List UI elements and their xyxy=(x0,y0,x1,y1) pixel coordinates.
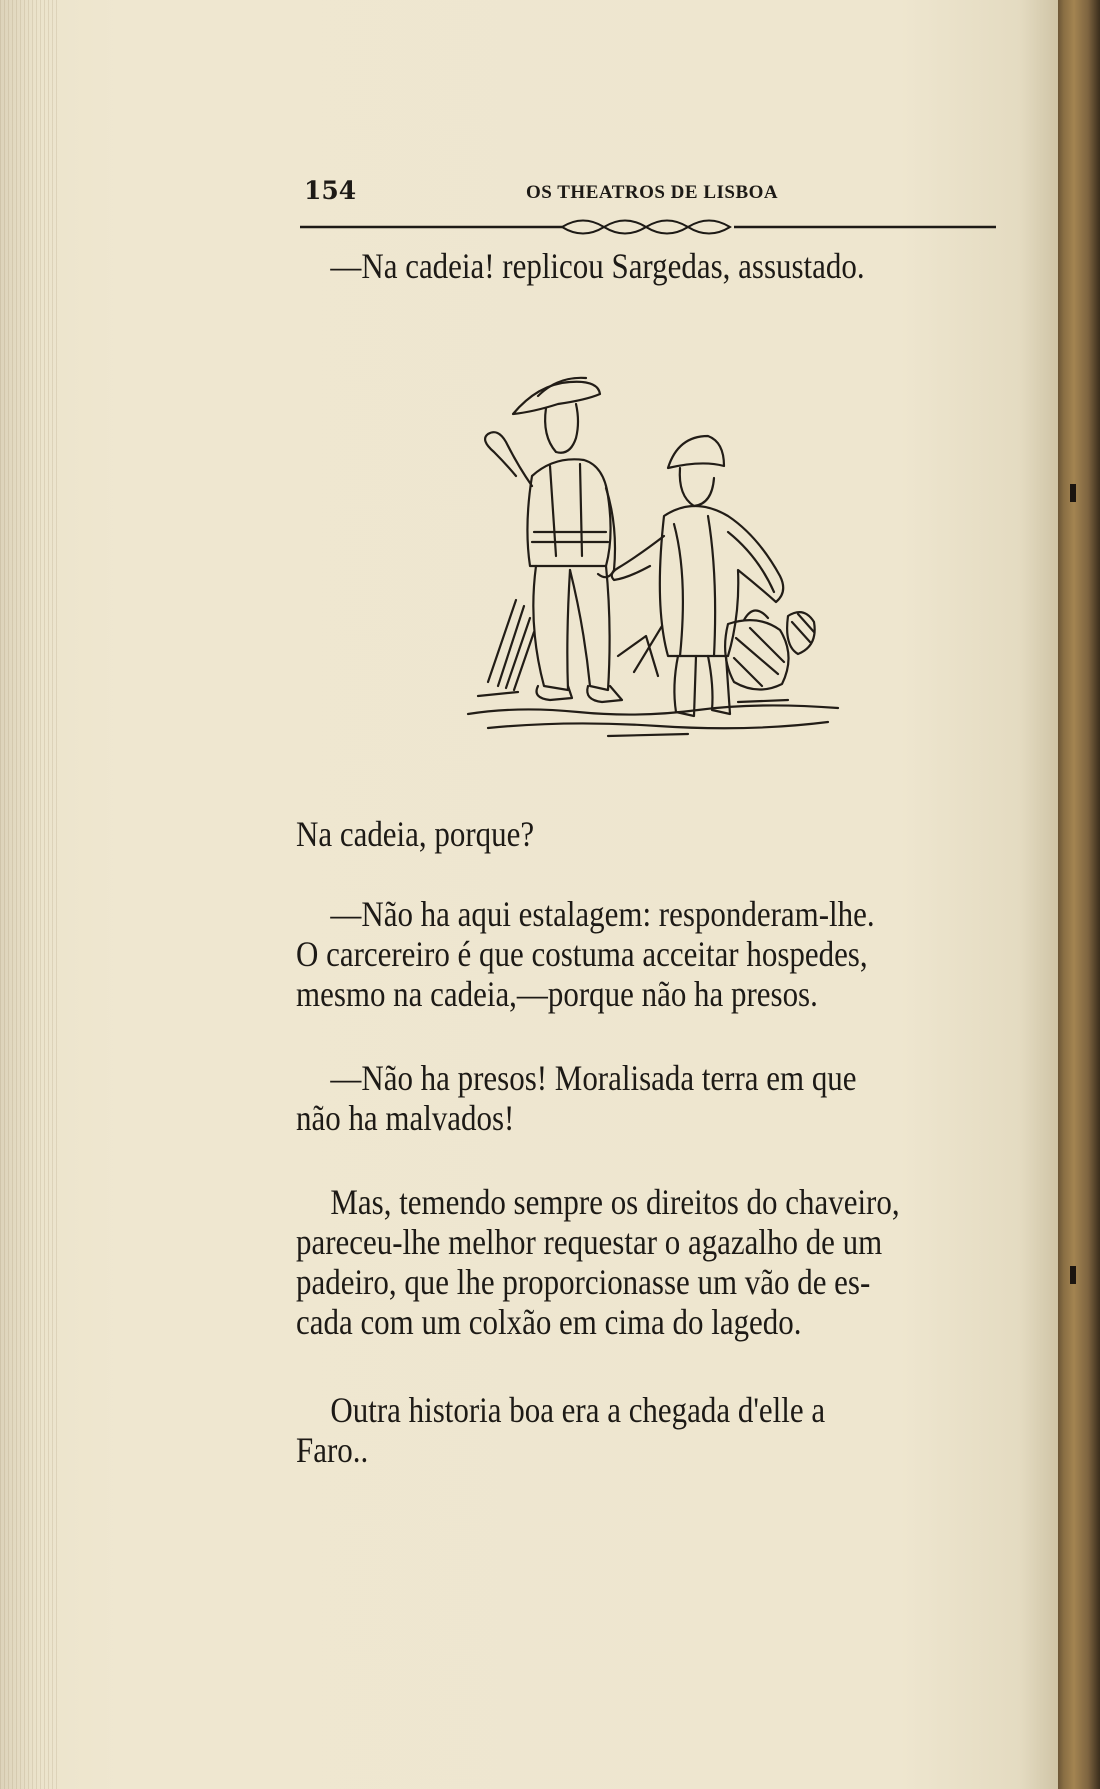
running-title: OS THEATROS DE LISBOA xyxy=(526,182,779,203)
paragraph-1 xyxy=(296,246,898,286)
page-edges xyxy=(0,0,60,1789)
page-header xyxy=(300,176,996,206)
paragraph-3 xyxy=(296,894,898,1014)
text-line: cada com um colxão em cima do lagedo. xyxy=(296,1302,802,1342)
paragraph-4 xyxy=(296,1058,898,1138)
text-line: Na cadeia, porque? xyxy=(296,814,535,854)
text-line: Faro.. xyxy=(296,1430,369,1470)
spine-mark xyxy=(1070,484,1076,502)
engraving-two-travellers xyxy=(458,356,848,746)
text-line: não ha malvados! xyxy=(296,1098,515,1138)
book-spine xyxy=(1058,0,1100,1789)
text-line: padeiro, que lhe proporcionasse um vão de es- xyxy=(296,1262,871,1302)
text-line: Outra historia boa era a chegada d'elle a xyxy=(330,1390,826,1430)
text-line: pareceu-lhe melhor requestar o agazalho de um xyxy=(296,1222,883,1262)
page-number: 154 xyxy=(304,176,357,205)
text-line: —Na cadeia! replicou Sargedas, assustado. xyxy=(330,246,865,286)
paragraph-2 xyxy=(296,814,898,854)
text-line: O carcereiro é que costuma acceitar hospedes, xyxy=(296,934,868,974)
text-line: mesmo na cadeia,—porque não ha presos. xyxy=(296,974,818,1014)
text-line: —Não ha aqui estalagem: responderam-lhe. xyxy=(330,894,875,934)
paragraph-5 xyxy=(296,1182,898,1342)
text-line: —Não ha presos! Moralisada terra em que xyxy=(330,1058,857,1098)
paragraph-6 xyxy=(296,1390,898,1470)
spine-mark xyxy=(1070,1266,1076,1284)
ornamental-rule xyxy=(300,214,996,240)
text-line: Mas, temendo sempre os direitos do chaveiro, xyxy=(330,1182,900,1222)
